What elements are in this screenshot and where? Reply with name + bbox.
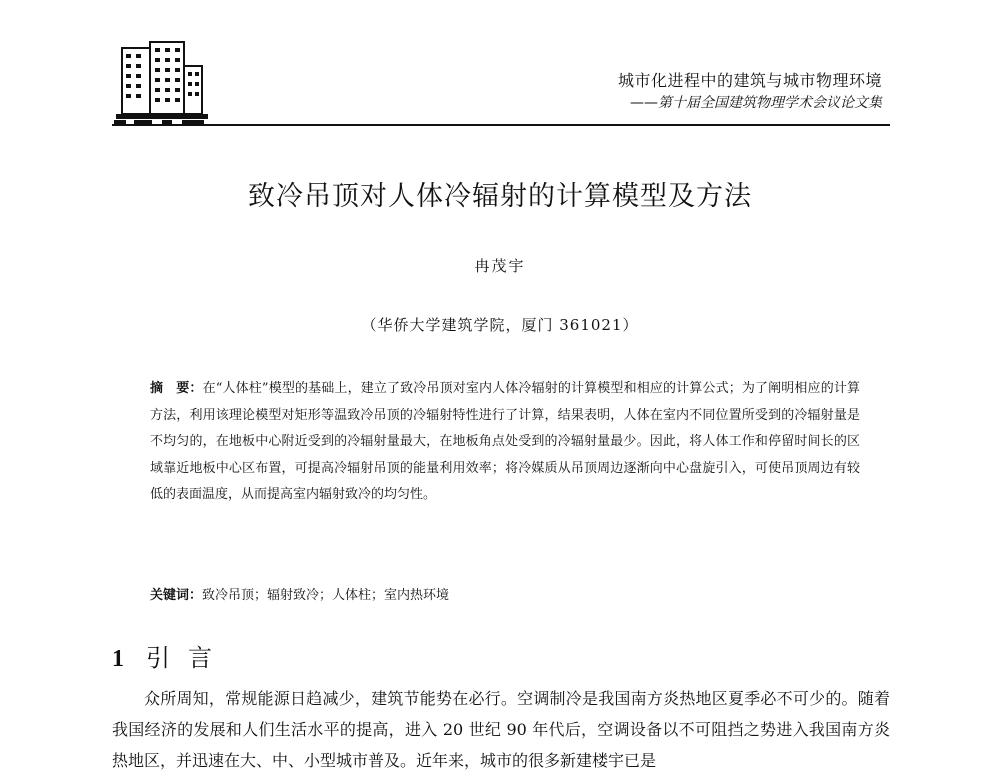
- conference-subtitle: ——第十届全国建筑物理学术会议论文集: [630, 95, 882, 111]
- header-divider: [112, 124, 890, 126]
- keywords-label: 关键词：: [150, 588, 203, 603]
- abstract-label: 摘 要：: [150, 381, 203, 396]
- keywords: [150, 584, 860, 603]
- body-paragraph: 众所周知，常规能源日趋减少，建筑节能势在必行。空调制冷是我国南方炎热地区夏季必不可少的。随着我国经济的发展和人们生活水平的提高，进入 20 世纪 90 年代后，空调设备以不可阻挡之势进入我国南方炎热地区，并迅速在大、中、小型城市普及。近年来，城市的很多新建楼宇已是: [112, 689, 890, 770]
- section-number: 1: [112, 646, 124, 672]
- keywords-text: 致冷吊顶；辐射致冷；人体柱；室内热环境: [202, 588, 450, 603]
- section-heading: [112, 638, 230, 673]
- paper-title: 致冷吊顶对人体冷辐射的计算模型及方法: [248, 181, 752, 212]
- section-title: 引言: [146, 644, 230, 672]
- building-logo-icon: [112, 40, 212, 126]
- abstract: [150, 376, 860, 509]
- abstract-text: 在“人体柱”模型的基础上，建立了致冷吊顶对室内人体冷辐射的计算模型和相应的计算公式；为了阐明相应的计算方法，利用该理论模型对矩形等温致冷吊顶的冷辐射特性进行了计算，结果表明，人体在室内不同位置所受到的冷辐射量是不均匀的，在地板中心附近受到的冷辐射量最大，在地板角点处受到的冷辐射量最少。因此，将人体工作和停留时间长的区域靠近地板中心区布置，可提高冷辐射吊顶的能量利用效率；将冷媒质从吊顶周边逐渐向中心盘旋引入，可使吊顶周边有较低的表面温度，从而提高室内辐射致冷的均匀性。: [150, 381, 860, 502]
- affiliation: （华侨大学建筑学院，厦门 361021）: [361, 316, 639, 334]
- running-header: [618, 70, 882, 114]
- conference-title: 城市化进程中的建筑与城市物理环境: [617, 71, 882, 90]
- author: 冉茂宇: [474, 257, 526, 275]
